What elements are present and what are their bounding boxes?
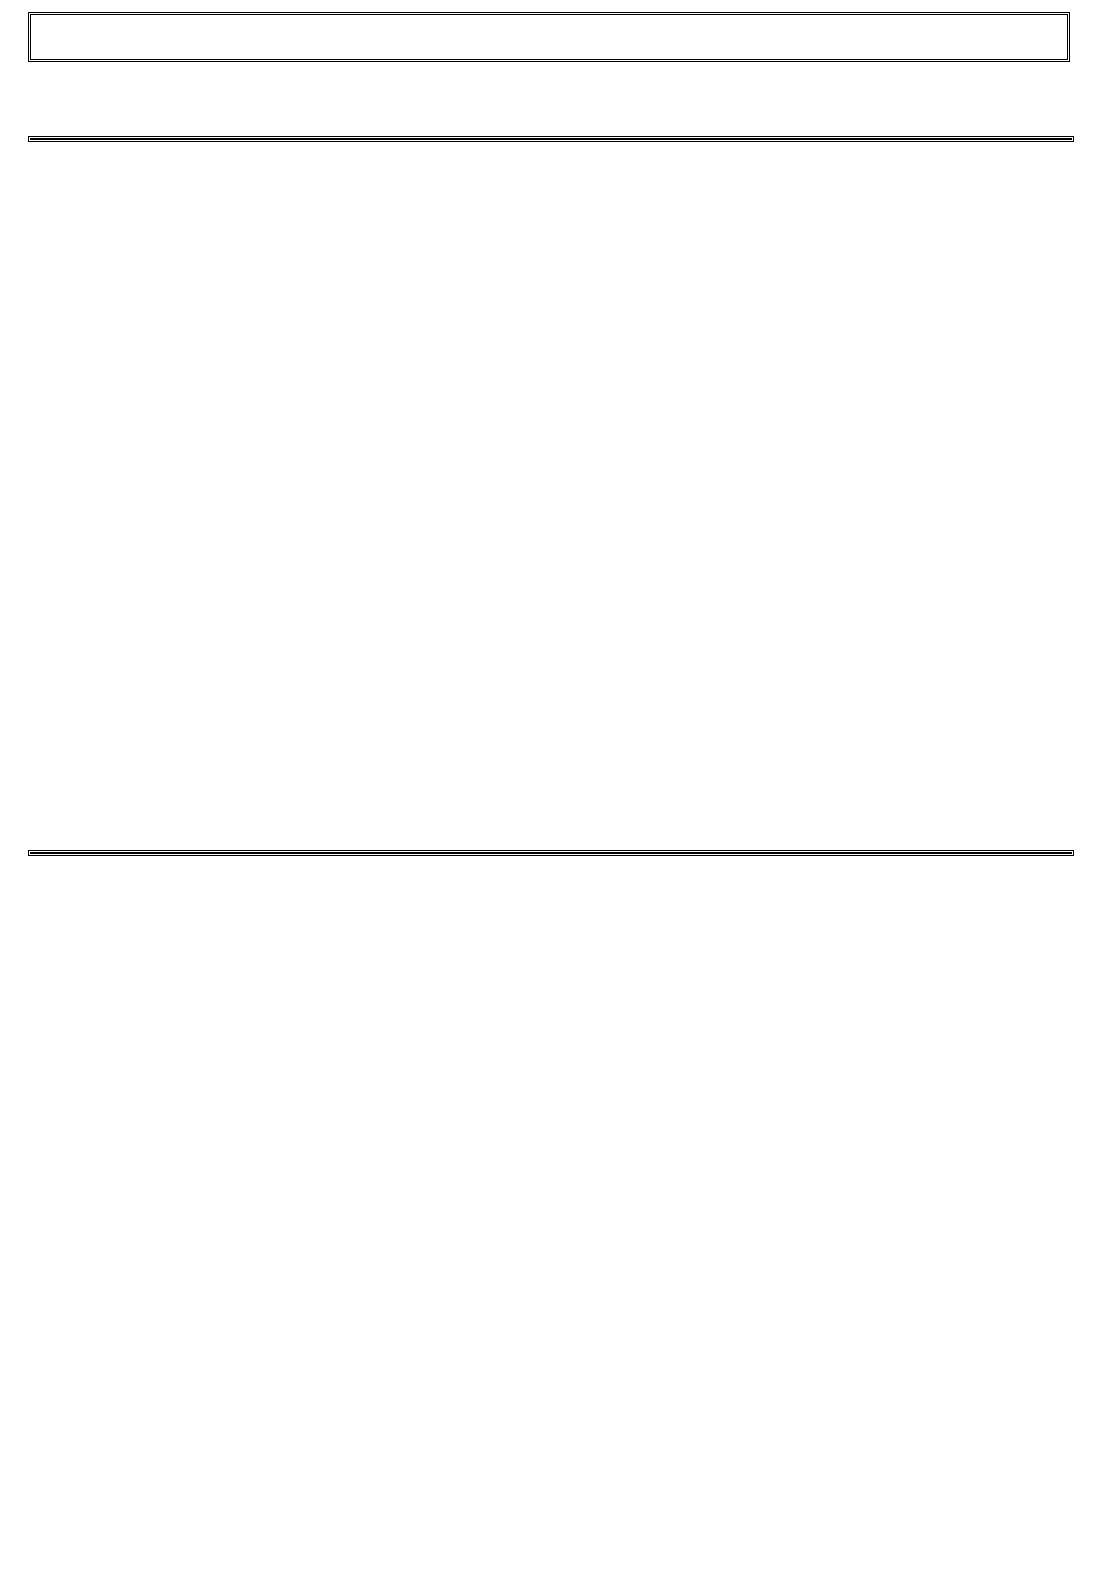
block-grid-top — [28, 136, 1074, 142]
tournament-name — [60, 66, 1060, 96]
title-box — [28, 12, 1070, 62]
block-grid-bottom — [28, 850, 1074, 856]
